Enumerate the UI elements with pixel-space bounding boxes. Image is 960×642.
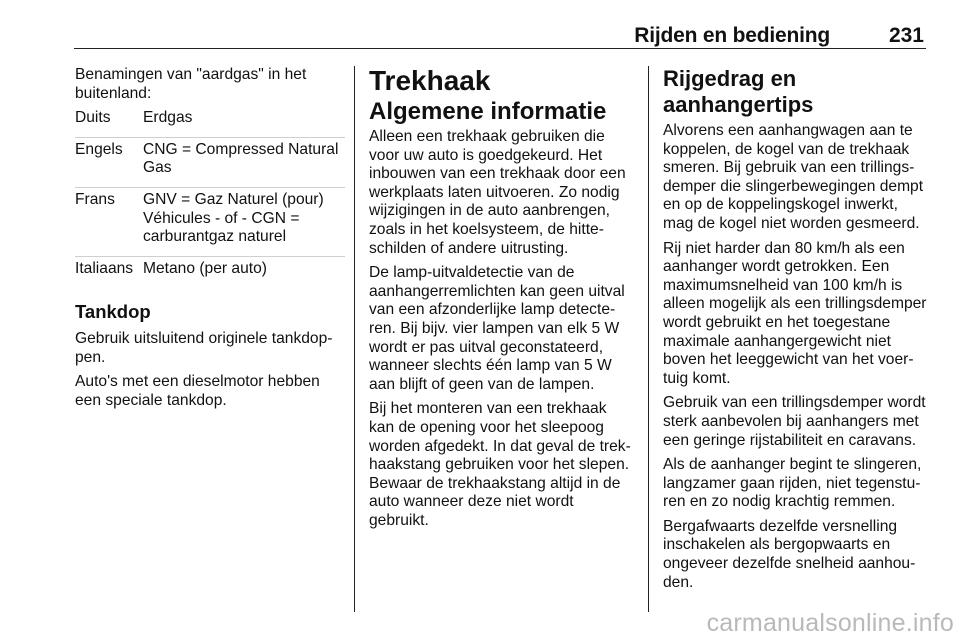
header-rule: [74, 48, 926, 49]
towing-tips-paragraph: Rij niet harder dan 80 km/h als een aanhanger wordt getrokken. Een maximumsnelheid van 100 km/h is alleen mogelijk als een trillingsdemper wordt gebruikt en het toegestane maximale aanhangergewicht niet boven het leeggewicht van het voertuig komt.: [663, 239, 927, 387]
trekhaak-heading: Trekhaak: [369, 65, 491, 96]
column-3: [663, 66, 928, 598]
table-cell-gas-name: Erdgas: [143, 109, 193, 127]
table-cell-gas-name: CNG = Compressed Natural Gas: [143, 137, 345, 187]
tankdop-paragraph: Gebruik uitsluitend originele tankdoppen.: [75, 329, 333, 366]
trekhaak-paragraph: De lamp-uitvaldetectie van de aanhangerremlichten kan geen uitval van een afzonderlijke lamp detecteren. Bij bijv. vier lampen van elk 5 W wordt er pas uitval geconstateerd, wanneer slechts één lamp van 5 W aan blijft of geen van de lampen.: [369, 264, 625, 393]
tankdop-heading: Tankdop: [75, 301, 151, 323]
table-row: [75, 109, 345, 137]
site-watermark: carmanualsonline.info: [706, 609, 954, 637]
table-cell-language: Frans: [75, 187, 143, 256]
gas-names-table: [75, 109, 345, 287]
table-cell-gas-name: GNV = Gaz Naturel (pour) Véhicules - of - CGN = carburantgaz naturel: [143, 187, 345, 256]
column-2: [369, 66, 635, 536]
column-divider-left: [354, 66, 355, 612]
table-row: [75, 137, 345, 187]
section-title: Rijden en bediening: [634, 24, 830, 47]
trekhaak-paragraph: Bij het monteren van een trekhaak kan de opening voor het sleepoog worden afgedekt. In dat geval de trekhaakstang gebruiken voor het slepen. Bewaar de trekhaakstang altijd in de auto wanneer deze niet wordt gebruikt.: [369, 400, 631, 529]
table-cell-language: Italiaans: [75, 256, 143, 287]
table-row: [75, 256, 345, 287]
gas-names-intro: Benamingen van "aardgas" in het buitenland:: [75, 66, 307, 102]
page-header: [74, 0, 926, 50]
towing-tips-paragraph: Als de aanhanger begint te slingeren, langzamer gaan rijden, niet tegensturen en zo nodig krachtig remmen.: [663, 456, 922, 511]
towing-tips-heading: Rijgedrag en aanhangertips: [663, 66, 814, 117]
towing-tips-paragraph: Gebruik van een trillingsdemper wordt sterk aanbevolen bij aanhangers met een geringe rijstabiliteit en caravans.: [663, 394, 926, 449]
column-1: [75, 66, 345, 416]
towing-tips-paragraph: Bergafwaarts dezelfde versnelling inschakelen als bergopwaarts en ongeveer dezelfde snelheid aanhouden.: [663, 517, 916, 591]
general-info-heading: Algemene informatie: [369, 98, 607, 125]
table-cell-language: Duits: [75, 109, 111, 127]
table-row: [75, 187, 345, 256]
tankdop-paragraph: Auto's met een dieselmotor hebben een speciale tankdop.: [75, 373, 320, 409]
trekhaak-paragraph: Alleen een trekhaak gebruiken die voor uw auto is goedgekeurd. Het inbouwen van een trekhaak door een werkplaats laten uitvoeren. Zo nodig wijzigingen in de auto aanbrengen, zoals in het koelsysteem, de hitteschilden of andere uitrusting.: [369, 128, 626, 257]
page-number: 231: [888, 24, 924, 47]
column-divider-right: [648, 66, 649, 612]
towing-tips-paragraph: Alvorens een aanhangwagen aan te koppelen, de kogel van de trekhaak smeren. Bij gebruik van een trillingsdemper die slingerbewegingen dempt en op de koppelingskogel inwerkt, mag de kogel niet worden gesmeerd.: [663, 122, 924, 232]
table-cell-gas-name: Metano (per auto): [143, 256, 345, 287]
table-cell-language: Engels: [75, 137, 143, 187]
